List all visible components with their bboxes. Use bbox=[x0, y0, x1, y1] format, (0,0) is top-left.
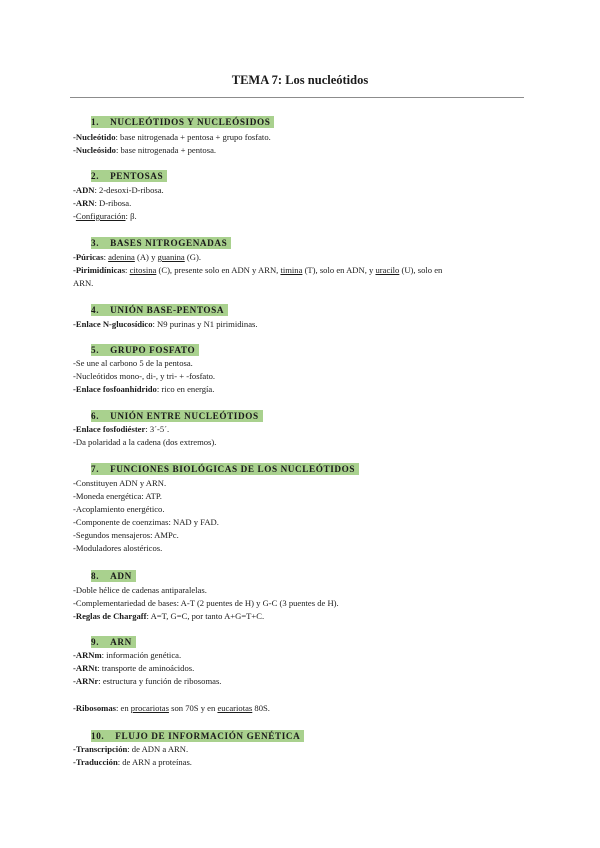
section-title: FUNCIONES BIOLÓGICAS DE LOS NUCLEÓTIDOS bbox=[110, 464, 356, 474]
text: - bbox=[73, 211, 76, 221]
term: -ARNm bbox=[73, 650, 102, 660]
section-number: 2. bbox=[91, 171, 100, 181]
section-number: 3. bbox=[91, 238, 100, 248]
text-line bbox=[73, 611, 264, 622]
text: 80S. bbox=[252, 703, 270, 713]
section-number: 4. bbox=[91, 305, 100, 315]
section-number: 9. bbox=[91, 637, 100, 647]
text-line: -Da polaridad a la cadena (dos extremos). bbox=[73, 437, 217, 447]
underlined-term: citosina bbox=[129, 265, 157, 275]
text-line bbox=[73, 703, 270, 714]
text-line bbox=[73, 424, 169, 435]
text-line bbox=[73, 676, 221, 687]
term: -Reglas de Chargaff bbox=[73, 611, 147, 621]
text-line bbox=[73, 319, 258, 330]
section-number: 8. bbox=[91, 571, 100, 581]
text-line bbox=[73, 185, 164, 196]
underlined-term: eucariotas bbox=[217, 703, 253, 713]
underlined-term: adenina bbox=[108, 252, 135, 262]
term: -Nucleósido bbox=[73, 145, 116, 155]
section-title: PENTOSAS bbox=[110, 171, 164, 181]
text: : A=T, G=C, por tanto A+G=T+C. bbox=[146, 611, 265, 621]
text-line: -Complementariedad de bases: A-T (2 puentes de H) y G-C (3 puentes de H). bbox=[73, 598, 339, 608]
term: -ARNr bbox=[73, 676, 99, 686]
section-number: 5. bbox=[91, 345, 100, 355]
underlined-term: guanina bbox=[157, 252, 185, 262]
text: : de ADN a ARN. bbox=[127, 744, 189, 754]
section-title: NUCLEÓTIDOS Y NUCLEÓSIDOS bbox=[110, 117, 271, 127]
text: (G). bbox=[184, 252, 201, 262]
text: : rico en energía. bbox=[156, 384, 215, 394]
section-heading-7 bbox=[91, 463, 359, 475]
section-title: FLUJO DE INFORMACIÓN GENÉTICA bbox=[115, 731, 301, 741]
term: -Pirimidínicas bbox=[73, 265, 126, 275]
text-line: ARN. bbox=[73, 278, 94, 288]
term: -Púricas bbox=[73, 252, 104, 262]
section-heading-6 bbox=[91, 410, 263, 422]
text-line bbox=[73, 757, 192, 768]
section-title: UNIÓN BASE-PENTOSA bbox=[110, 305, 225, 315]
section-number: 10. bbox=[91, 731, 105, 741]
text-line: -Doble hélice de cadenas antiparalelas. bbox=[73, 585, 207, 595]
term: -ARN bbox=[73, 198, 95, 208]
text-line: -Constituyen ADN y ARN. bbox=[73, 478, 167, 488]
text: (U), solo en bbox=[399, 265, 443, 275]
text-line bbox=[73, 384, 214, 395]
text: (A) y bbox=[134, 252, 158, 262]
text: : bbox=[103, 252, 109, 262]
text-line bbox=[73, 663, 194, 674]
text-line: -Moduladores alostéricos. bbox=[73, 543, 163, 553]
underlined-term: uracilo bbox=[375, 265, 400, 275]
text-line bbox=[73, 211, 137, 222]
term: -Enlace N-glucosídico bbox=[73, 319, 153, 329]
section-title: GRUPO FOSFATO bbox=[110, 345, 196, 355]
text-line: -Componente de coenzimas: NAD y FAD. bbox=[73, 517, 219, 527]
section-heading-1 bbox=[91, 116, 274, 128]
title-divider bbox=[70, 97, 524, 98]
text-line: -Se une al carbono 5 de la pentosa. bbox=[73, 358, 193, 368]
text-line bbox=[73, 650, 181, 661]
text-line bbox=[73, 132, 271, 143]
text: : β. bbox=[125, 211, 137, 221]
text: : 2-desoxi-D-ribosa. bbox=[94, 185, 164, 195]
text-line: -Segundos mensajeros: AMPc. bbox=[73, 530, 179, 540]
section-number: 1. bbox=[91, 117, 100, 127]
term: -Nucleótido bbox=[73, 132, 116, 142]
term: -Traducción bbox=[73, 757, 118, 767]
text: : base nitrogenada + pentosa. bbox=[115, 145, 217, 155]
section-heading-2 bbox=[91, 170, 167, 182]
text-line bbox=[73, 265, 442, 276]
text: : en bbox=[115, 703, 131, 713]
section-number: 7. bbox=[91, 464, 100, 474]
section-number: 6. bbox=[91, 411, 100, 421]
section-heading-4 bbox=[91, 304, 228, 316]
text-line bbox=[73, 198, 131, 209]
text: : estructura y función de ribosomas. bbox=[98, 676, 222, 686]
text-line: -Moneda energética: ATP. bbox=[73, 491, 162, 501]
text-line bbox=[73, 145, 216, 156]
section-heading-3 bbox=[91, 237, 231, 249]
section-heading-10 bbox=[91, 730, 304, 742]
text-line: -Acoplamiento energético. bbox=[73, 504, 165, 514]
text: (C), presente solo en ADN y ARN, bbox=[156, 265, 281, 275]
text: : D-ribosa. bbox=[94, 198, 132, 208]
underlined-term: timina bbox=[280, 265, 303, 275]
section-title: BASES NITROGENADAS bbox=[110, 238, 228, 248]
term: -Transcripción bbox=[73, 744, 128, 754]
text: : base nitrogenada + pentosa + grupo fosfato. bbox=[115, 132, 271, 142]
text: : información genética. bbox=[101, 650, 182, 660]
term: -Ribosomas bbox=[73, 703, 116, 713]
text: : bbox=[125, 265, 130, 275]
section-heading-5 bbox=[91, 344, 199, 356]
section-heading-8 bbox=[91, 570, 136, 582]
term: Configuración bbox=[75, 211, 126, 221]
text-line bbox=[73, 252, 201, 263]
term: -ARNt bbox=[73, 663, 98, 673]
section-title: UNIÓN ENTRE NUCLEÓTIDOS bbox=[110, 411, 259, 421]
section-title: ADN bbox=[110, 571, 132, 581]
text: son 70S y en bbox=[168, 703, 218, 713]
page-title: TEMA 7: Los nucleótidos bbox=[231, 73, 369, 87]
section-title: ARN bbox=[110, 637, 132, 647]
term: -Enlace fosfodiéster bbox=[73, 424, 146, 434]
text: : de ARN a proteínas. bbox=[117, 757, 192, 767]
underlined-term: procariotas bbox=[130, 703, 169, 713]
text: : N9 purinas y N1 pirimidinas. bbox=[152, 319, 258, 329]
section-heading-9 bbox=[91, 636, 136, 648]
text: (T), solo en ADN, y bbox=[302, 265, 376, 275]
text-line bbox=[73, 744, 188, 755]
text: : transporte de aminoácidos. bbox=[97, 663, 195, 673]
term: -ADN bbox=[73, 185, 95, 195]
text-line: -Nucleótidos mono-, di-, y tri- + -fosfato. bbox=[73, 371, 216, 381]
term: -Enlace fosfoanhídrido bbox=[73, 384, 157, 394]
text: : 3´-5´. bbox=[145, 424, 170, 434]
